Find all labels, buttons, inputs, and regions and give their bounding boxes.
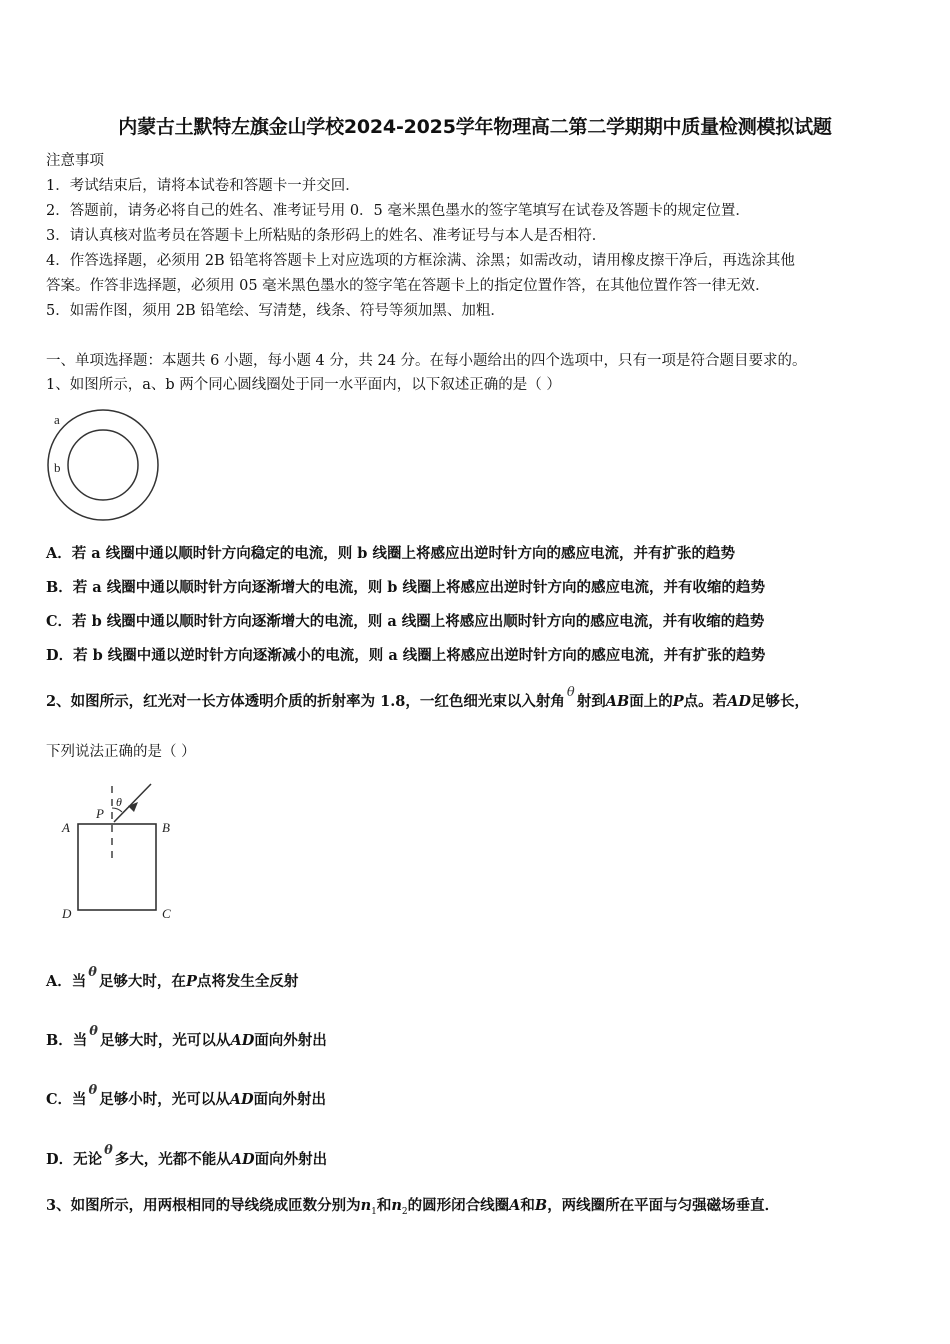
label-C: C bbox=[162, 906, 171, 921]
coil-b bbox=[68, 430, 138, 500]
notice-heading: 注意事项 bbox=[46, 153, 104, 169]
label-P: P bbox=[96, 806, 104, 821]
label-b: b bbox=[54, 460, 61, 475]
notice-item: 答案。作答非选择题，必须用 05 毫米黑色墨水的签字笔在答题卡上的指定位置作答，在其他位置作答一律无效． bbox=[46, 278, 770, 294]
label-A: A bbox=[62, 820, 70, 835]
label-a: a bbox=[54, 412, 60, 427]
theta-symbol: θ bbox=[88, 1083, 98, 1098]
q1-option-a: A．若 a 线圈中通以顺时针方向稳定的电流，则 b 线圈上将感应出逆时针方向的感应电流，并有扩张的趋势 bbox=[46, 545, 735, 562]
label-B: B bbox=[162, 820, 170, 835]
notice-item: 4．作答选择题，必须用 2B 铅笔将答题卡上对应选项的方框涂满、涂黑；如需改动，请用橡皮擦干净后，再选涂其他 bbox=[46, 253, 795, 269]
q1-option-d: D．若 b 线圈中通以逆时针方向逐渐减小的电流，则 a 线圈上将感应出逆时针方向的感应电流，并有扩张的趋势 bbox=[46, 647, 766, 664]
question-2-stem: 2、如图所示，红光对一长方体透明介质的折射率为 1.8，一红色细光束以入射角θ射到AB面上的P点。若AD足够长， bbox=[46, 685, 809, 710]
theta-symbol: θ bbox=[89, 1024, 98, 1039]
theta-symbol: θ bbox=[104, 1143, 113, 1158]
question-2-stem-cont: 下列说法正确的是（ ） bbox=[46, 744, 196, 760]
notice-item: 5．如需作图，须用 2B 铅笔绘、写清楚，线条、符号等须加黑、加粗． bbox=[46, 303, 505, 319]
q2-option-b: B．当θ足够大时，光可以从AD面向外射出 bbox=[46, 1024, 327, 1049]
page-title: 内蒙古土默特左旗金山学校2024-2025学年物理高二第二学期期中质量检测模拟试题 bbox=[118, 116, 832, 138]
theta-symbol: θ bbox=[566, 685, 575, 700]
q2-rectangle-prism-figure bbox=[56, 778, 186, 926]
section-heading: 一、单项选择题：本题共 6 小题，每小题 4 分，共 24 分。在每小题给出的四个选项中，只有一项是符合题目要求的。 bbox=[46, 353, 807, 369]
theta-symbol: θ bbox=[88, 965, 97, 980]
question-3-stem: 3、如图所示，用两根相同的导线绕成匝数分别为$n_1$和$n_2$的圆形闭合线圈A和B，两线圈所在平面与匀强磁场垂直． bbox=[46, 1197, 780, 1217]
prism-rect bbox=[78, 824, 156, 910]
coil-a bbox=[48, 410, 158, 520]
q2-option-d: D．无论θ多大，光都不能从AD面向外射出 bbox=[46, 1143, 328, 1168]
notice-item: 1．考试结束后，请将本试卷和答题卡一并交回． bbox=[46, 178, 360, 194]
q1-option-b: B．若 a 线圈中通以顺时针方向逐渐增大的电流，则 b 线圈上将感应出逆时针方向的感应电流，并有收缩的趋势 bbox=[46, 579, 765, 596]
label-theta: θ bbox=[116, 795, 122, 809]
q2-option-a: A．当θ足够大时，在P点将发生全反射 bbox=[46, 965, 299, 990]
q2-option-c: C．当θ足够小时，光可以从AD面向外射出 bbox=[46, 1083, 327, 1108]
notice-item: 2．答题前，请务必将自己的姓名、准考证号用 0．5 毫米黑色墨水的签字笔填写在试卷及答题卡的规定位置． bbox=[46, 203, 750, 219]
question-1-stem: 1、如图所示，a、b 两个同心圆线圈处于同一水平面内，以下叙述正确的是（ ） bbox=[46, 377, 561, 393]
q1-concentric-coils-figure bbox=[42, 404, 166, 524]
notice-item: 3．请认真核对监考员在答题卡上所粘贴的条形码上的姓名、准考证号与本人是否相符． bbox=[46, 228, 607, 244]
q1-option-c: C．若 b 线圈中通以顺时针方向逐渐增大的电流，则 a 线圈上将感应出顺时针方向的感应电流，并有收缩的趋势 bbox=[46, 613, 765, 630]
label-D: D bbox=[62, 906, 72, 921]
